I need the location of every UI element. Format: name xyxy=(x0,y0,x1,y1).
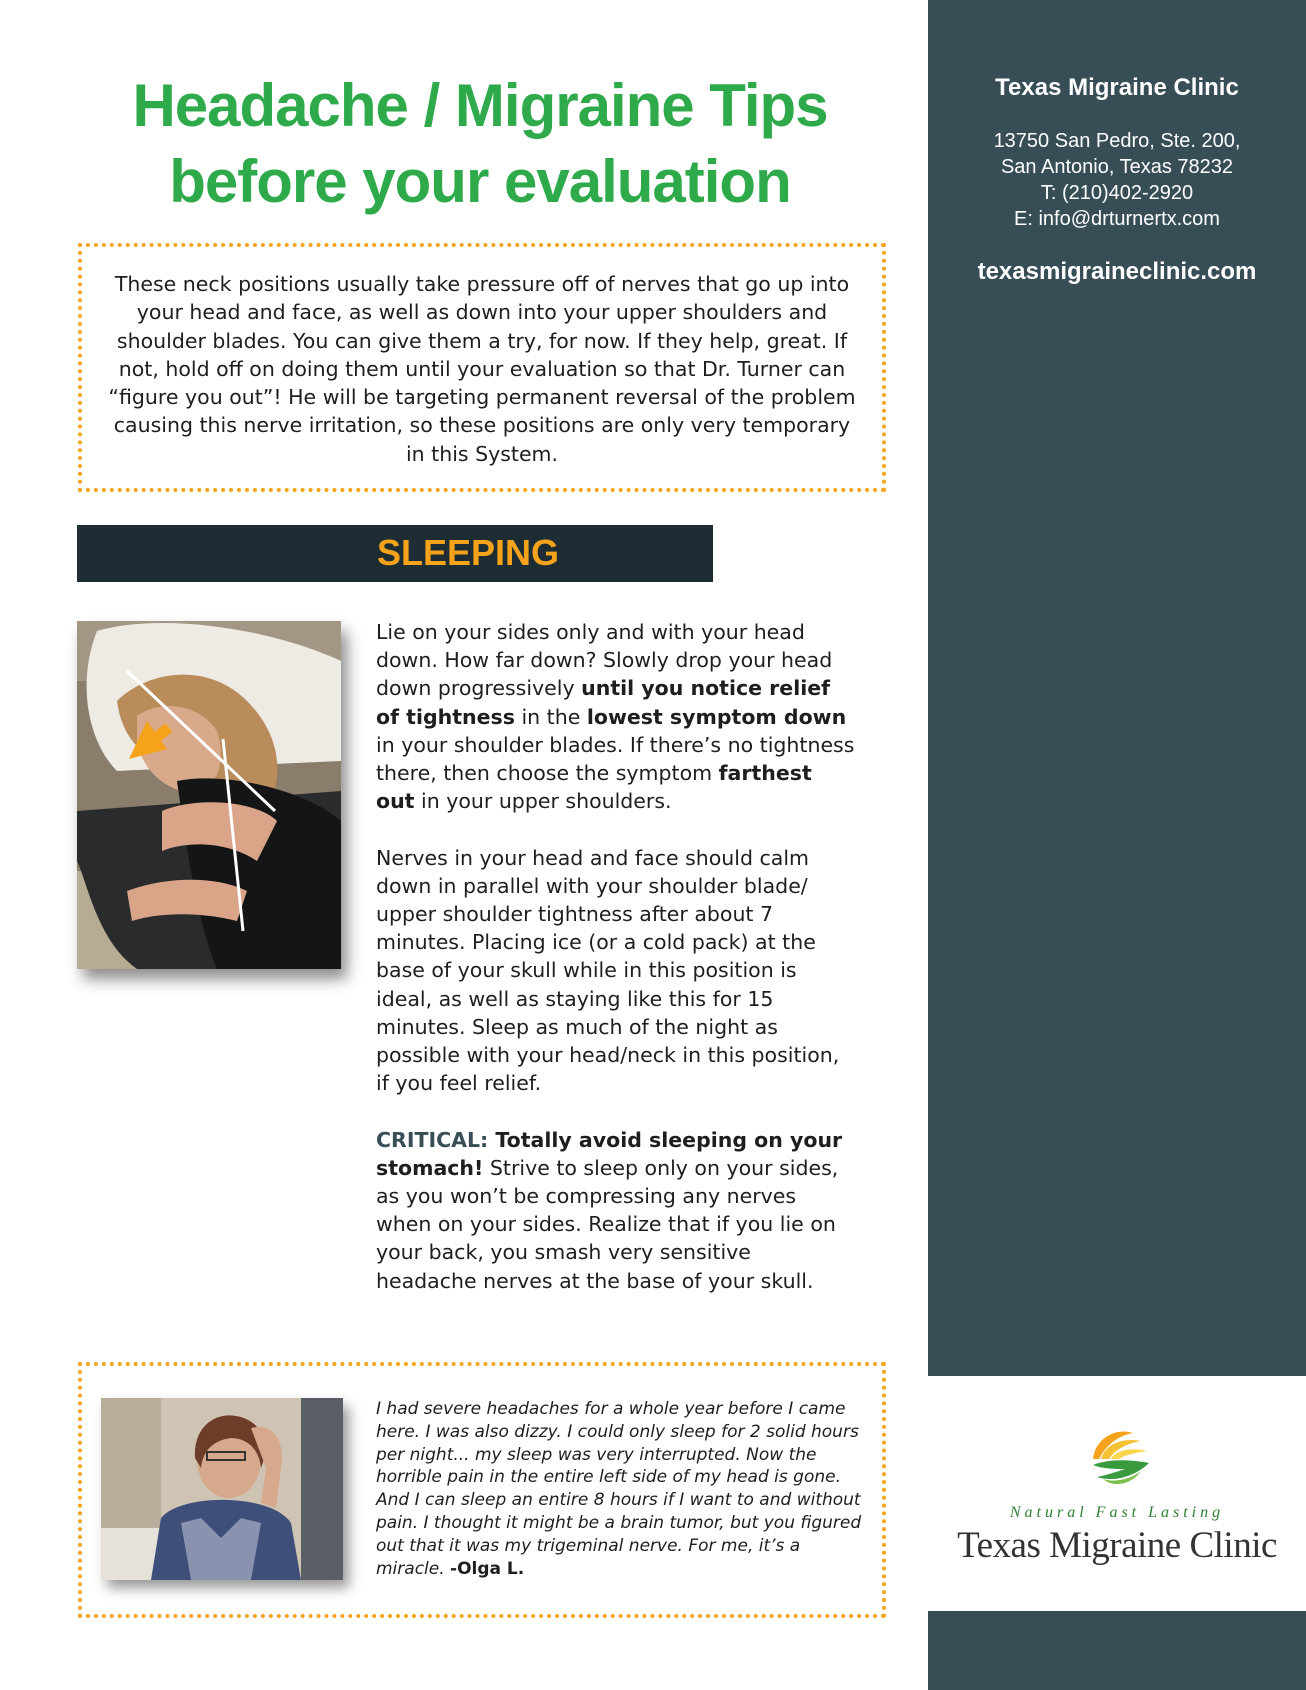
sidebar-contact xyxy=(928,128,1306,232)
critical-rest-text: Strive to sleep only on your sides, as you won’t be compressing any nerves when on your sides. Realize that if you lie on your back, you smash very sensitive headache nerves at the base of your skull. xyxy=(376,1155,839,1293)
p1-text-a: Lie on your sides only and with your head down. How far down? Slowly drop your head down progressively xyxy=(376,620,833,701)
sidebar-clinic-name: Texas Migraine Clinic xyxy=(995,74,1239,101)
critical-paragraph xyxy=(376,1126,856,1295)
section-title: SLEEPING xyxy=(376,532,560,573)
sleeping-position-photo xyxy=(77,621,341,969)
phone-number: T: (210)402-2920 xyxy=(1040,182,1194,204)
quote-author: -Olga L. xyxy=(450,1558,525,1579)
address-line-1: 13750 San Pedro, Ste. 200, xyxy=(993,130,1241,152)
clinic-logo xyxy=(928,1420,1306,1570)
quote-text: I had severe headaches for a whole year before I came here. I was also dizzy. I could only sleep for 2 solid hours per night... my sleep was very interrupted. Now the horrible pain in the entire left side of my head is gone. And I can sleep an entire 8 hours if I want to and without pain. I thought it might be a brain tumor, but you figured out that it was my trigeminal nerve. For me, it’s a miracle. xyxy=(376,1399,862,1579)
critical-bold-text: Totally avoid sleeping on your stomach! xyxy=(376,1127,843,1180)
intro-paragraph: These neck positions usually take pressure off of nerves that go up into your head and face, as well as down into your upper shoulders and shoulder blades. You can give them a try, for now. If they help, great. If not, hold off on doing them until your evaluation so that Dr. Turner can “figure you out”! He will be targeting permanent reversal of the problem causing this nerve irritation, so these positions are only very temporary in this System. xyxy=(108,272,856,466)
address-line-2: San Antonio, Texas 78232 xyxy=(1000,156,1234,178)
p1-bold-relief: until you notice relief of tightness xyxy=(376,676,831,729)
p1-bold-farthest: farthest out xyxy=(376,761,812,814)
testimonial-quote xyxy=(376,1398,866,1580)
title-line-2: before your evaluation xyxy=(169,148,791,215)
p1-text-c: in the xyxy=(514,704,587,729)
logo-tagline: Natural Fast Lasting xyxy=(1009,1504,1225,1521)
logo-wordmark: Texas Migraine Clinic xyxy=(957,1525,1277,1566)
critical-label: CRITICAL: xyxy=(376,1127,489,1152)
sleeping-instructions xyxy=(376,618,856,1323)
sidebar-footer-band xyxy=(928,1611,1306,1690)
instructions-paragraph-2: Nerves in your head and face should calm down in parallel with your shoulder blade/ upper shoulder tightness after about 7 minutes. Placing ice (or a cold pack) at the base of your skull while in this position is ideal, as well as staying like this for 15 minutes. Sleep as much of the night as possible with your head/neck in this position, if you feel relief. xyxy=(376,845,840,1096)
p1-text-g: in your upper shoulders. xyxy=(414,789,672,814)
instructions-paragraph-1 xyxy=(376,618,856,815)
p1-text-e: in your shoulder blades. If there’s no tightness there, then choose the symptom xyxy=(376,732,855,786)
website-link[interactable]: texasmigraineclinic.com xyxy=(977,258,1257,285)
page-title xyxy=(60,68,900,220)
testimonial-photo xyxy=(101,1398,343,1580)
title-line-1: Headache / Migraine Tips xyxy=(132,72,828,139)
email-address: E: info@drturnertx.com xyxy=(1014,208,1220,230)
sun-leaf-logo-icon xyxy=(1085,1425,1155,1495)
p1-bold-lowest: lowest symptom down xyxy=(586,704,847,729)
